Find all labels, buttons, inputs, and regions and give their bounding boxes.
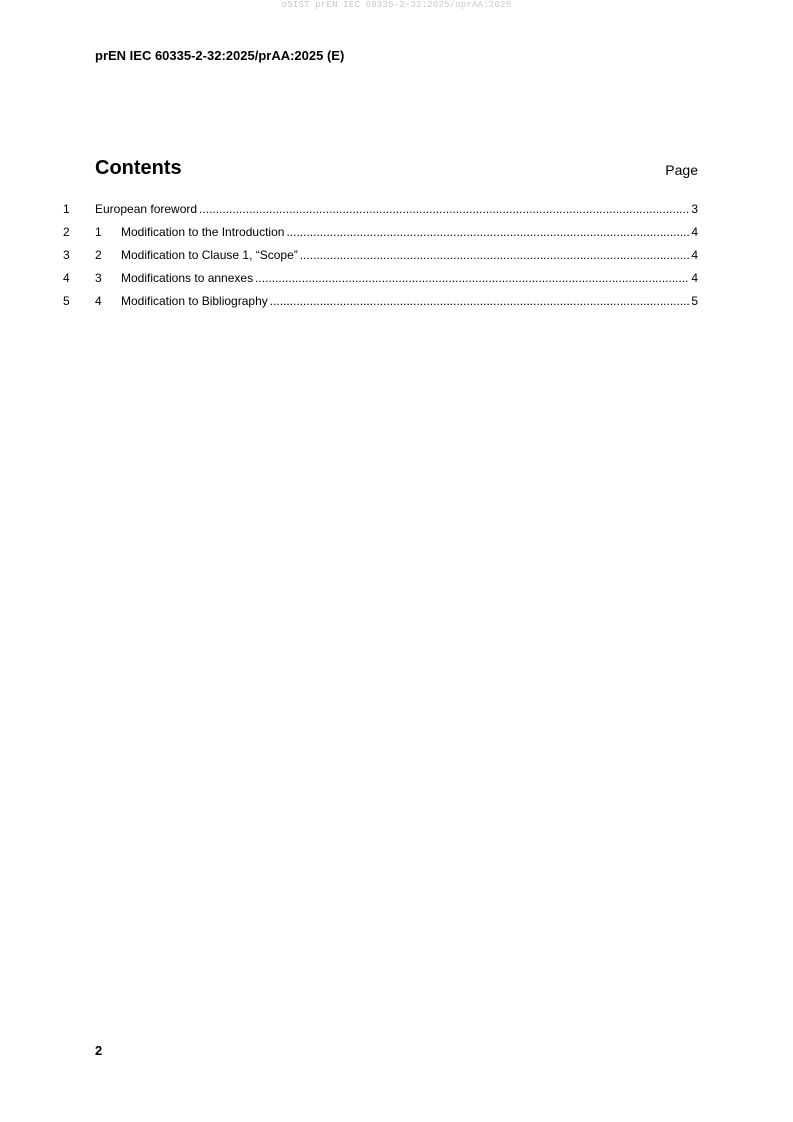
watermark: oSIST prEN IEC 60335-2-32:2025/oprAA:2025: [281, 0, 512, 10]
footer-page-number: 2: [95, 1043, 103, 1058]
toc-entry-text[interactable]: Modification to Clause 1, “Scope”: [121, 248, 298, 262]
clause-number: 4: [95, 294, 102, 308]
line-number: 2: [63, 225, 70, 239]
page-column-label: Page: [665, 162, 698, 178]
table-of-contents: [0, 200, 793, 315]
line-number: 5: [63, 294, 70, 308]
toc-entry-annexes[interactable]: [0, 269, 793, 292]
dot-leader: [255, 269, 689, 287]
clause-number: 2: [95, 248, 102, 262]
toc-page-number: 4: [691, 271, 698, 285]
toc-page-number: 5: [691, 294, 698, 308]
line-number: 4: [63, 271, 70, 285]
clause-number: 3: [95, 271, 102, 285]
line-number: 3: [63, 248, 70, 262]
toc-entry-introduction[interactable]: [0, 223, 793, 246]
toc-entry-scope[interactable]: [0, 246, 793, 269]
toc-entry-european-foreword[interactable]: [0, 200, 793, 223]
toc-page-number: 3: [691, 202, 698, 216]
line-number: 1: [63, 202, 70, 216]
toc-entry-text[interactable]: Modifications to annexes: [121, 271, 254, 285]
toc-entry-text[interactable]: European foreword: [95, 202, 198, 216]
contents-title: Contents: [95, 157, 182, 179]
toc-page-number: 4: [691, 225, 698, 239]
toc-entry-bibliography[interactable]: [0, 292, 793, 315]
dot-leader: [199, 200, 689, 218]
dot-leader: [300, 246, 690, 264]
document-header: prEN IEC 60335-2-32:2025/prAA:2025 (E): [95, 48, 345, 63]
toc-entry-text[interactable]: Modification to Bibliography: [121, 294, 268, 308]
toc-entry-text[interactable]: Modification to the Introduction: [121, 225, 285, 239]
dot-leader: [286, 223, 689, 241]
dot-leader: [270, 292, 690, 310]
clause-number: 1: [95, 225, 102, 239]
toc-page-number: 4: [691, 248, 698, 262]
